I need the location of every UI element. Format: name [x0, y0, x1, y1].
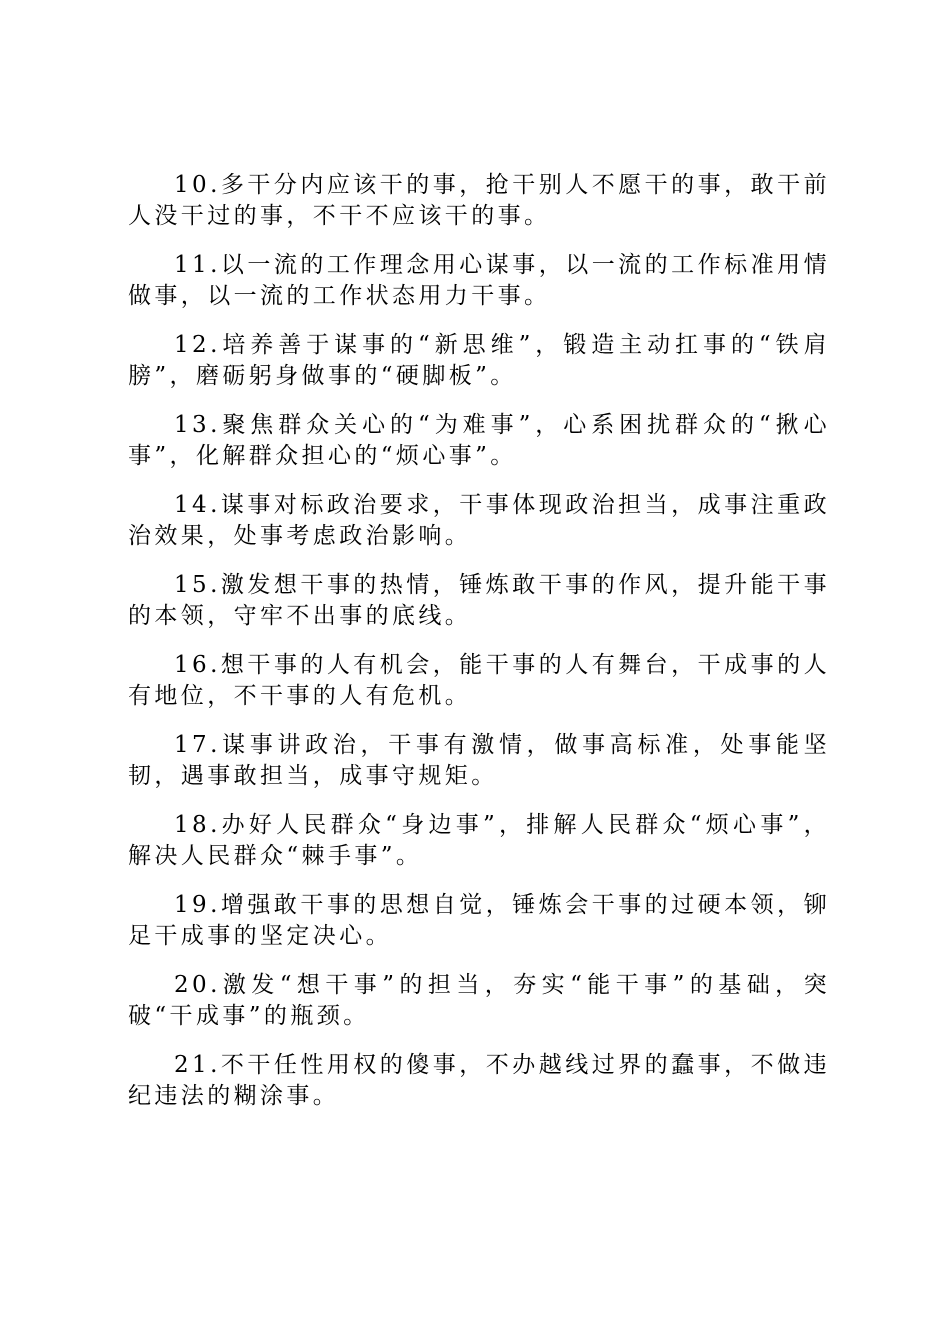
paragraph-10: 10.多干分内应该干的事，抢干别人不愿干的事，敢干前人没干过的事，不干不应该干的事。 [128, 172, 830, 229]
paragraph-20: 20.激发“想干事”的担当，夯实“能干事”的基础，突破“干成事”的瓶颈。 [128, 972, 830, 1029]
paragraph-15: 15.激发想干事的热情，锤炼敢干事的作风，提升能干事的本领，守牢不出事的底线。 [128, 572, 830, 629]
paragraph-14: 14.谋事对标政治要求，干事体现政治担当，成事注重政治效果，处事考虑政治影响。 [128, 492, 830, 549]
paragraph-13: 13.聚焦群众关心的“为难事”，心系困扰群众的“揪心事”，化解群众担心的“烦心事”。 [128, 412, 830, 469]
paragraph-18: 18.办好人民群众“身边事”，排解人民群众“烦心事”，解决人民群众“棘手事”。 [128, 812, 830, 869]
document-body [128, 170, 830, 1130]
paragraph-17: 17.谋事讲政治，干事有激情，做事高标准，处事能坚韧，遇事敢担当，成事守规矩。 [128, 732, 830, 789]
paragraph-16: 16.想干事的人有机会，能干事的人有舞台，干成事的人有地位，不干事的人有危机。 [128, 652, 830, 709]
paragraph-11: 11.以一流的工作理念用心谋事，以一流的工作标准用情做事，以一流的工作状态用力干事。 [128, 252, 830, 309]
paragraph-12: 12.培养善于谋事的“新思维”，锻造主动扛事的“铁肩膀”，磨砺躬身做事的“硬脚板”。 [128, 332, 830, 389]
paragraph-21: 21.不干任性用权的傻事，不办越线过界的蠢事，不做违纪违法的糊涂事。 [128, 1052, 830, 1109]
paragraph-19: 19.增强敢干事的思想自觉，锤炼会干事的过硬本领，铆足干成事的坚定决心。 [128, 892, 830, 949]
